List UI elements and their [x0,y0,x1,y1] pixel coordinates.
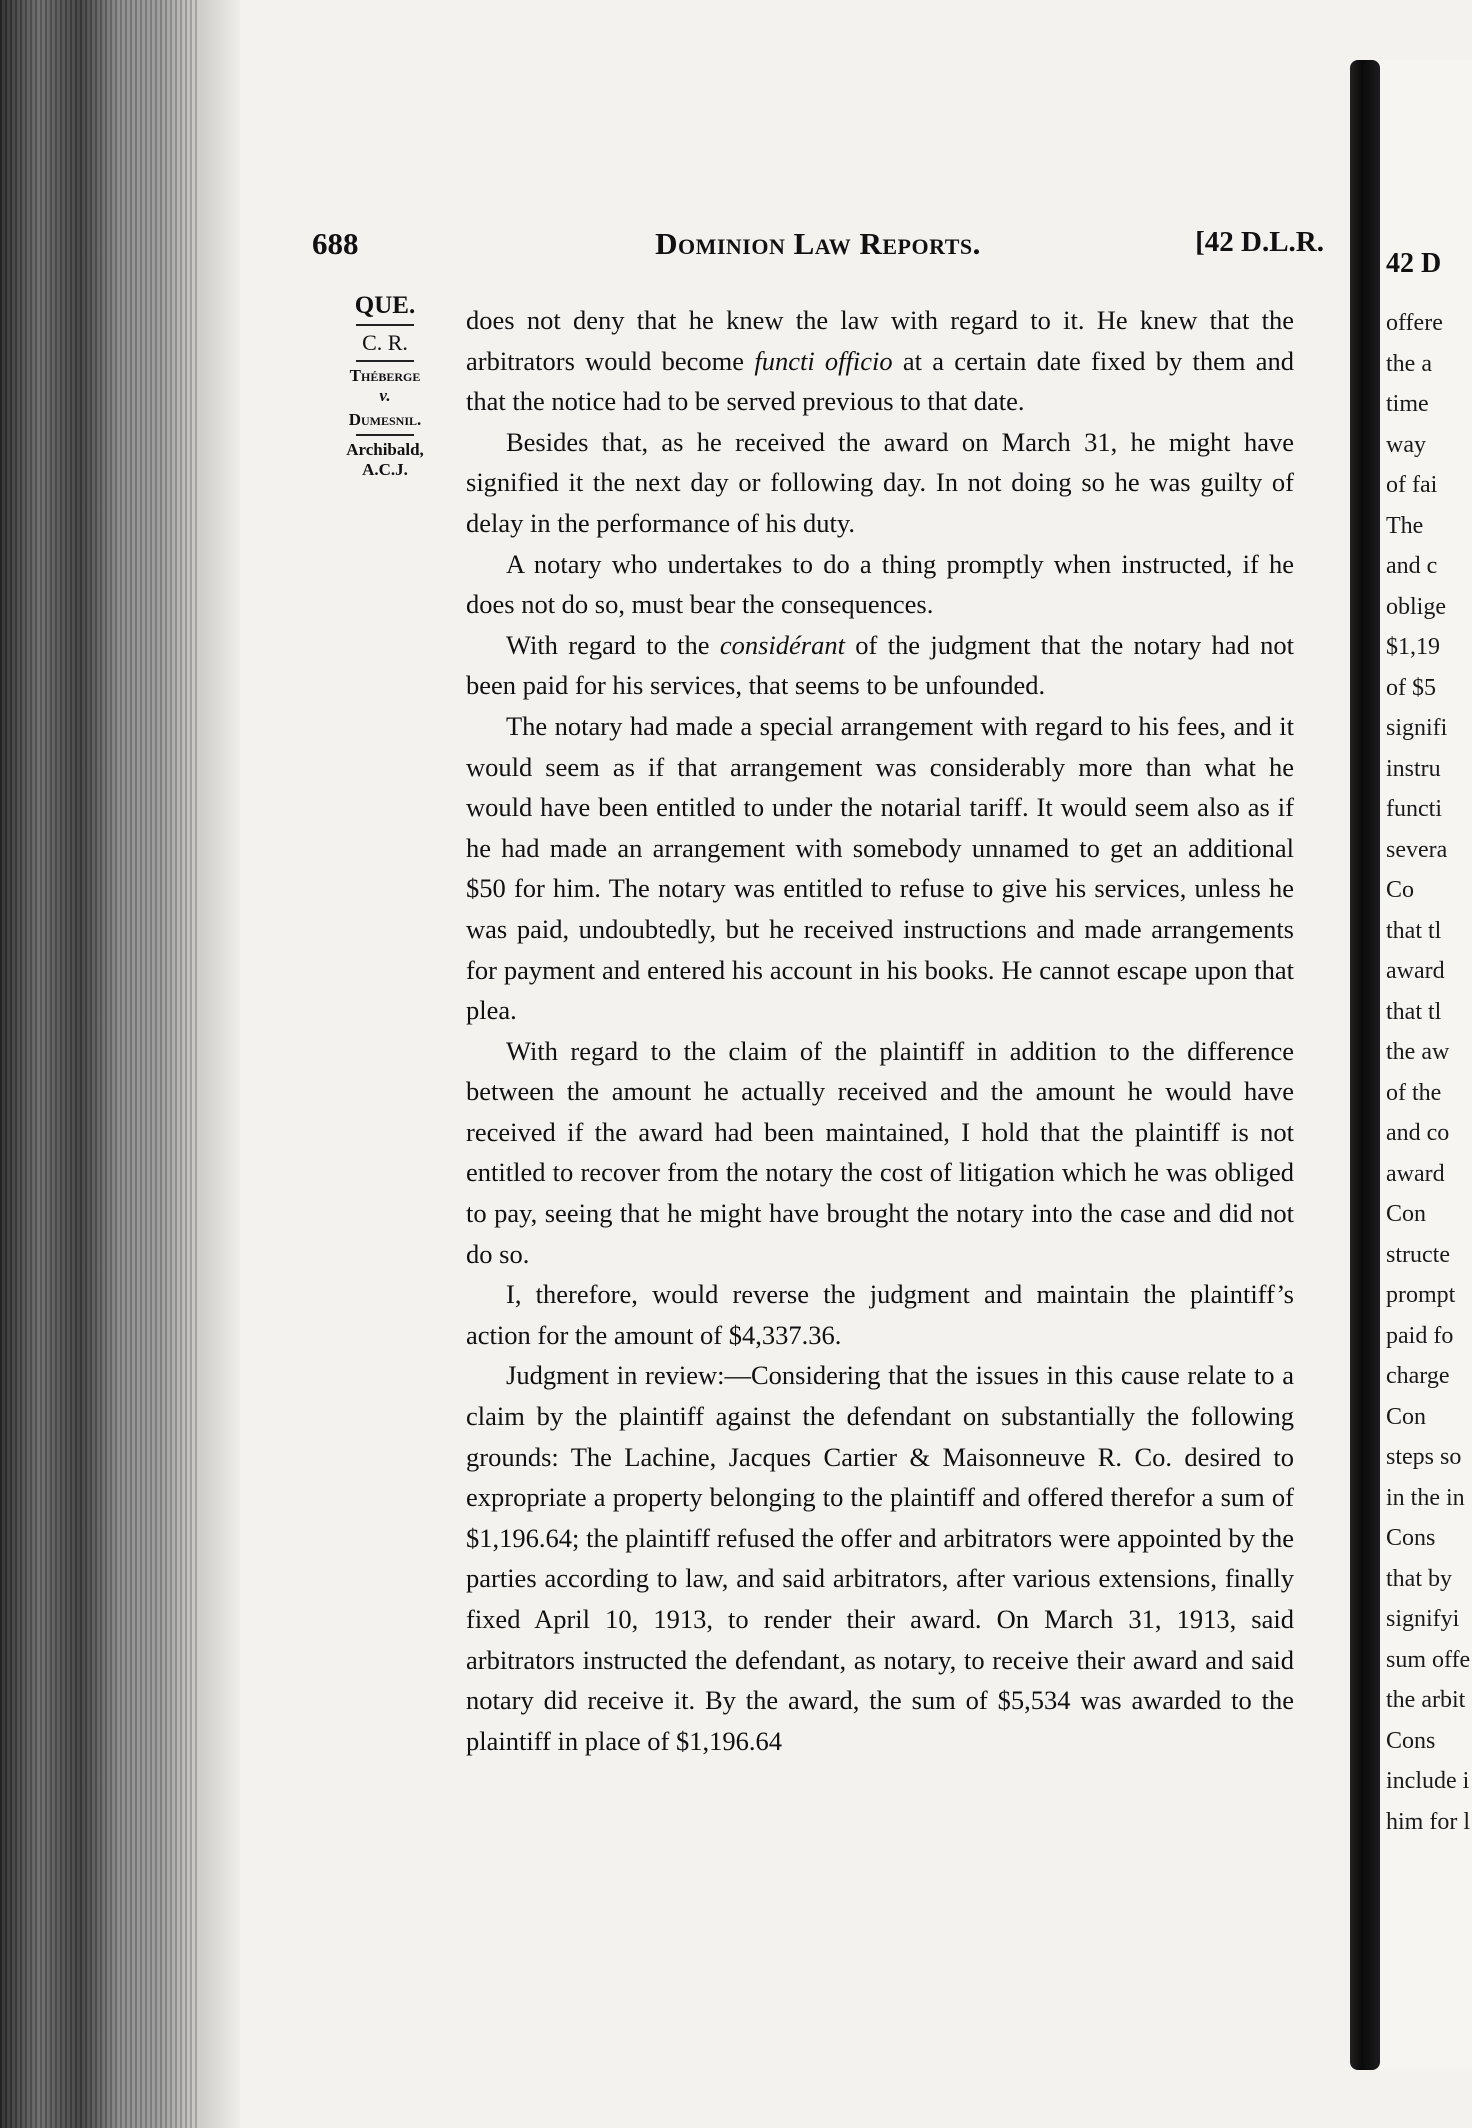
adjacent-page-line: of the [1386,1079,1442,1106]
adjacent-page-line: the aw [1386,1039,1450,1065]
paragraph: With regard to the claim of the plaintiff in addition to the difference between the amount he actually received and the amount he would have received if the award had been maintained, I hold that the plaintiff is not entitled to recover from the notary the cost of litigation which he was obliged to pay, seeing that he might have brought the notary into the case and did not do so. [466,1035,1294,1269]
paragraph: With regard to the considérant of the judgment that the notary had not been paid for his services, that seems to be unfounded. [466,629,1294,701]
adjacent-page-line: severa [1386,836,1448,863]
adjacent-page-line: Con [1386,1403,1427,1430]
adjacent-page-line: the a [1386,350,1432,377]
italic-term: functi officio [754,345,893,376]
adjacent-page-line: paid fo [1386,1322,1454,1349]
adjacent-page-line: the arbit [1386,1687,1466,1713]
adjacent-page-line: sum offe [1386,1646,1471,1673]
margin-notes [330,292,440,480]
margin-province: QUE. [354,292,416,319]
adjacent-page-line: oblige [1386,593,1446,620]
adjacent-page-line: of fai [1386,472,1438,498]
adjacent-page-line: instru [1386,755,1441,782]
paragraph: I, therefore, would reverse the judgment and maintain the plaintiff’s action for the amount of $4,337.36. [466,1279,1294,1350]
journal-title: Dominion Law Reports. [655,226,981,261]
adjacent-page-line: time [1386,391,1429,417]
adjacent-page-line: Con [1386,1201,1427,1227]
spine-texture [0,0,200,2128]
adjacent-page-line: signifi [1386,715,1448,741]
italic-term: considérant [719,629,845,660]
adjacent-page-line: offere [1386,310,1443,336]
adjacent-page-line: prompt [1386,1282,1456,1308]
page-fold [1350,60,1380,2070]
adjacent-page-line: The [1386,512,1424,539]
margin-rule [356,324,414,326]
margin-court: C. R. [362,330,408,355]
adjacent-page-head: 42 D [1386,248,1442,279]
adjacent-page-line: of $5 [1386,674,1436,701]
adjacent-page-line: that by [1386,1565,1452,1592]
adjacent-page-line: structe [1386,1241,1450,1268]
margin-versus: v. [379,386,391,405]
body-text [466,300,1294,1761]
adjacent-page-line: and c [1386,553,1438,579]
adjacent-page-line: in the in [1386,1484,1465,1511]
adjacent-page-line: charge [1386,1363,1450,1389]
adjacent-page-line: include i [1386,1768,1470,1794]
adjacent-page-line: Co [1386,877,1415,903]
margin-rule [356,360,414,362]
paragraph: A notary who undertakes to do a thing promptly when instructed, if he does not do so, must bear the consequences. [466,548,1294,620]
adjacent-page-line: signifyi [1386,1606,1460,1632]
adjacent-page-line: that tl [1386,917,1442,944]
volume-reference: [42 D.L.R. [1195,226,1324,258]
paragraph: does not deny that he knew the law with regard to it. He knew that the arbitrators would become functi officio at a certain date fixed by them and that the notice had to be served previous to that date. [466,305,1295,417]
adjacent-page-line: Cons [1386,1727,1436,1754]
margin-judge-line-1: Archibald, [346,440,424,459]
margin-judge-line-2: A.C.J. [362,460,408,479]
paragraph: The notary had made a special arrangement with regard to his fees, and it would seem as if that arrangement was considerably more than what he would have been entitled to under the notarial tariff. It would seem also as if he had made an arrangement with somebody unnamed to get an additional $50 for him. The notary was entitled to refuse to give his services, unless he was paid, undoubtedly, but he received instructions and made arrangements for payment and entered his account in his books. He cannot escape upon that plea. [466,710,1294,1026]
margin-rule [356,434,414,436]
adjacent-page-line: $1,19 [1386,634,1440,660]
adjacent-page-line: award [1386,958,1445,984]
adjacent-page-line: Cons [1386,1525,1436,1551]
margin-party-2: Dumesnil. [348,410,422,429]
margin-party-1: Théberge [349,366,421,385]
page-number: 688 [312,226,359,261]
adjacent-page-line: award [1386,1160,1445,1187]
running-head [312,226,1324,266]
adjacent-page-line: and co [1386,1120,1450,1146]
adjacent-page-line: way [1386,431,1426,458]
adjacent-page [1380,60,1472,2070]
paragraph: Judgment in review:—Considering that the issues in this cause relate to a claim by the plaintiff against the defendant on substantially the following grounds: The Lachine, Jacques Cartier & Maisonneuve R. Co. desired to expropriate a property belonging to the plaintiff and offered therefor a sum of $1,196.64; the plaintiff refused the offer and arbitrators were appointed by the parties according to law, and said arbitrators, after various extensions, finally fixed April 10, 1913, to render their award. On March 31, 1913, said arbitrators instructed the defendant, as notary, to receive their award and said notary did receive it. By the award, the sum of $5,534 was awarded to the plaintiff in place of $1,196.64 [466,1360,1294,1756]
adjacent-page-line: him for l [1386,1808,1470,1835]
adjacent-page-line: functi [1386,796,1442,822]
adjacent-page-line: steps so [1386,1444,1462,1470]
adjacent-page-line: that tl [1386,998,1442,1025]
paragraph: Besides that, as he received the award on March 31, he might have signified it the next day or following day. In not doing so he was guilty of delay in the performance of his duty. [466,426,1294,538]
